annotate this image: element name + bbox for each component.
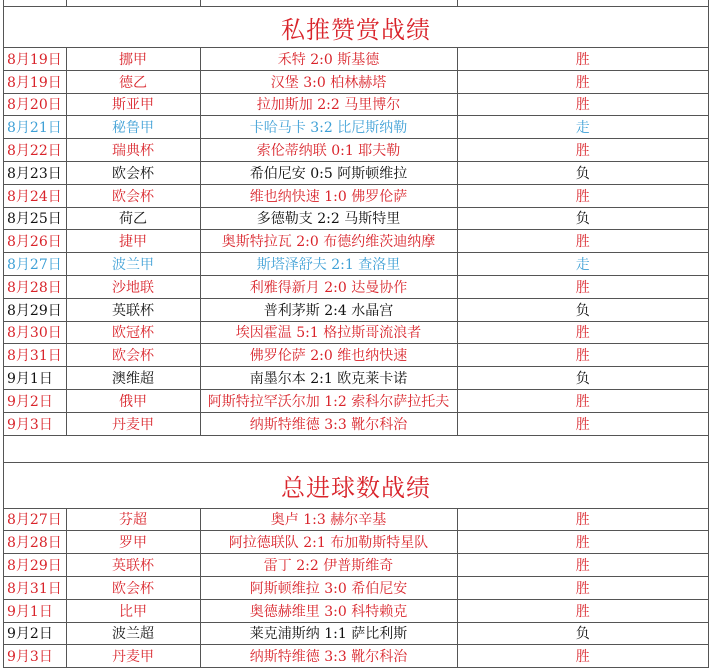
table-row xyxy=(4,275,708,298)
result-cell: 胜 xyxy=(457,389,708,412)
result-cell: 负 xyxy=(457,367,708,390)
date-cell: 8月29日 xyxy=(4,554,66,577)
match-cell: 汉堡 3:0 柏林赫塔 xyxy=(200,70,457,93)
league-cell: 丹麦甲 xyxy=(66,412,200,435)
date-cell: 8月19日 xyxy=(4,48,66,70)
result-cell: 胜 xyxy=(457,645,708,668)
match-cell: 拉加斯加 2:2 马里博尔 xyxy=(200,93,457,116)
top-border-strip xyxy=(4,0,708,7)
date-cell: 8月20日 xyxy=(4,93,66,116)
result-cell: 负 xyxy=(457,622,708,645)
league-cell: 欧会杯 xyxy=(66,184,200,207)
league-cell: 比甲 xyxy=(66,599,200,622)
date-cell: 9月2日 xyxy=(4,622,66,645)
date-cell: 8月28日 xyxy=(4,531,66,554)
table-row xyxy=(4,576,708,599)
result-cell: 胜 xyxy=(457,230,708,253)
table-row xyxy=(4,389,708,412)
date-cell: 9月3日 xyxy=(4,645,66,668)
league-cell: 俄甲 xyxy=(66,389,200,412)
date-cell: 8月25日 xyxy=(4,207,66,230)
table-row xyxy=(4,554,708,577)
match-cell: 索伦蒂纳联 0:1 耶夫勒 xyxy=(200,139,457,162)
match-cell: 利雅得新月 2:0 达曼协作 xyxy=(200,275,457,298)
match-cell: 阿斯顿维拉 3:0 希伯尼安 xyxy=(200,576,457,599)
match-cell: 南墨尔本 2:1 欧克莱卡诺 xyxy=(200,367,457,390)
date-cell: 8月31日 xyxy=(4,344,66,367)
result-cell: 负 xyxy=(457,207,708,230)
table-row xyxy=(4,116,708,139)
result-cell: 走 xyxy=(457,116,708,139)
table-row xyxy=(4,509,708,531)
league-cell: 罗甲 xyxy=(66,531,200,554)
match-cell: 普利茅斯 2:4 水晶宫 xyxy=(200,298,457,321)
table-row xyxy=(4,93,708,116)
result-cell: 胜 xyxy=(457,412,708,435)
league-cell: 沙地联 xyxy=(66,275,200,298)
match-cell: 莱克浦斯纳 1:1 萨比利斯 xyxy=(200,622,457,645)
table-row xyxy=(4,367,708,390)
league-cell: 英联杯 xyxy=(66,298,200,321)
result-cell: 胜 xyxy=(457,275,708,298)
table-row xyxy=(4,531,708,554)
date-cell: 8月28日 xyxy=(4,275,66,298)
league-cell: 英联杯 xyxy=(66,554,200,577)
date-cell: 9月3日 xyxy=(4,412,66,435)
date-cell: 8月21日 xyxy=(4,116,66,139)
table-row xyxy=(4,48,708,70)
match-cell: 奥卢 1:3 赫尔辛基 xyxy=(200,509,457,531)
league-cell: 欧会杯 xyxy=(66,161,200,184)
result-cell: 胜 xyxy=(457,70,708,93)
results-sheet xyxy=(3,0,709,668)
date-cell: 8月27日 xyxy=(4,253,66,276)
league-cell: 捷甲 xyxy=(66,230,200,253)
table-row xyxy=(4,70,708,93)
table-row xyxy=(4,298,708,321)
date-cell: 8月19日 xyxy=(4,70,66,93)
result-cell: 负 xyxy=(457,298,708,321)
date-cell: 9月1日 xyxy=(4,367,66,390)
match-cell: 佛罗伦萨 2:0 维也纳快速 xyxy=(200,344,457,367)
match-cell: 纳斯特维德 3:3 靴尔科治 xyxy=(200,645,457,668)
table-row xyxy=(4,207,708,230)
match-cell: 阿斯特拉罕沃尔加 1:2 索科尔萨拉托夫 xyxy=(200,389,457,412)
section2-table xyxy=(4,509,708,668)
table-row xyxy=(4,253,708,276)
section1-title: 私推赞赏战绩 xyxy=(4,7,708,48)
league-cell: 欧会杯 xyxy=(66,576,200,599)
match-cell: 雷丁 2:2 伊普斯维奇 xyxy=(200,554,457,577)
section1-table xyxy=(4,48,708,436)
date-cell: 8月23日 xyxy=(4,161,66,184)
date-cell: 8月31日 xyxy=(4,576,66,599)
date-cell: 8月24日 xyxy=(4,184,66,207)
match-cell: 奥德赫维里 3:0 科特赖克 xyxy=(200,599,457,622)
table-row xyxy=(4,161,708,184)
date-cell: 9月2日 xyxy=(4,389,66,412)
league-cell: 波兰甲 xyxy=(66,253,200,276)
result-cell: 负 xyxy=(457,161,708,184)
match-cell: 埃因霍温 5:1 格拉斯哥流浪者 xyxy=(200,321,457,344)
league-cell: 挪甲 xyxy=(66,48,200,70)
table-row xyxy=(4,622,708,645)
league-cell: 瑞典杯 xyxy=(66,139,200,162)
match-cell: 多德勒支 2:2 马斯特里 xyxy=(200,207,457,230)
match-cell: 奥斯特拉瓦 2:0 布德约维茨迪纳摩 xyxy=(200,230,457,253)
result-cell: 胜 xyxy=(457,48,708,70)
date-cell: 8月29日 xyxy=(4,298,66,321)
match-cell: 禾特 2:0 斯基德 xyxy=(200,48,457,70)
section-gap xyxy=(4,436,708,463)
league-cell: 丹麦甲 xyxy=(66,645,200,668)
league-cell: 波兰超 xyxy=(66,622,200,645)
table-row xyxy=(4,412,708,435)
league-cell: 欧会杯 xyxy=(66,344,200,367)
result-cell: 胜 xyxy=(457,321,708,344)
result-cell: 胜 xyxy=(457,554,708,577)
league-cell: 德乙 xyxy=(66,70,200,93)
date-cell: 8月26日 xyxy=(4,230,66,253)
league-cell: 秘鲁甲 xyxy=(66,116,200,139)
table-row xyxy=(4,184,708,207)
result-cell: 胜 xyxy=(457,576,708,599)
result-cell: 胜 xyxy=(457,344,708,367)
table-row xyxy=(4,645,708,668)
table-row xyxy=(4,344,708,367)
match-cell: 阿拉德联队 2:1 布加勒斯特星队 xyxy=(200,531,457,554)
date-cell: 8月27日 xyxy=(4,509,66,531)
league-cell: 斯亚甲 xyxy=(66,93,200,116)
table-row xyxy=(4,599,708,622)
table-row xyxy=(4,230,708,253)
result-cell: 胜 xyxy=(457,93,708,116)
match-cell: 维也纳快速 1:0 佛罗伦萨 xyxy=(200,184,457,207)
result-cell: 走 xyxy=(457,253,708,276)
result-cell: 胜 xyxy=(457,509,708,531)
date-cell: 8月30日 xyxy=(4,321,66,344)
match-cell: 纳斯特维德 3:3 靴尔科治 xyxy=(200,412,457,435)
league-cell: 欧冠杯 xyxy=(66,321,200,344)
result-cell: 胜 xyxy=(457,531,708,554)
date-cell: 8月22日 xyxy=(4,139,66,162)
table-row xyxy=(4,321,708,344)
result-cell: 胜 xyxy=(457,184,708,207)
match-cell: 希伯尼安 0:5 阿斯顿维拉 xyxy=(200,161,457,184)
league-cell: 澳维超 xyxy=(66,367,200,390)
result-cell: 胜 xyxy=(457,599,708,622)
result-cell: 胜 xyxy=(457,139,708,162)
date-cell: 9月1日 xyxy=(4,599,66,622)
section2-title: 总进球数战绩 xyxy=(4,463,708,509)
league-cell: 荷乙 xyxy=(66,207,200,230)
match-cell: 卡哈马卡 3:2 比尼斯纳勒 xyxy=(200,116,457,139)
table-row xyxy=(4,139,708,162)
league-cell: 芬超 xyxy=(66,509,200,531)
match-cell: 斯塔泽舒夫 2:1 查洛里 xyxy=(200,253,457,276)
